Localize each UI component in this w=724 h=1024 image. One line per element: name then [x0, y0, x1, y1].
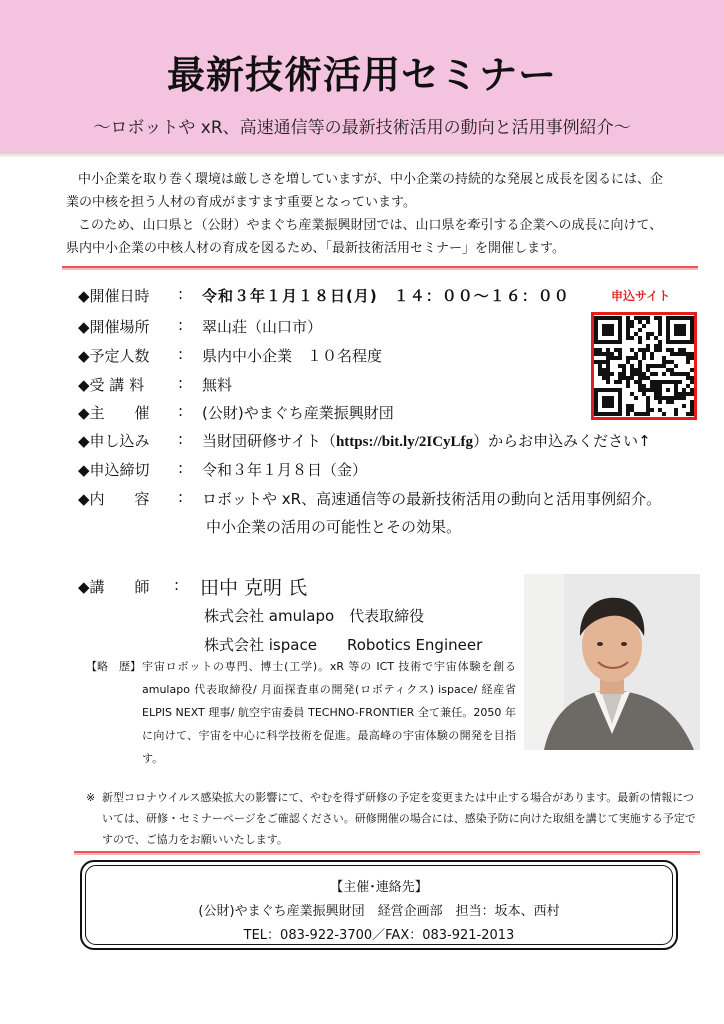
detail-label: ◆主 催 — [78, 404, 150, 422]
detail-value: ロボットや xR、高速通信等の最新技術活用の動向と活用事例紹介。 — [202, 490, 662, 508]
lecturer-name: 田中 克明 氏 — [200, 577, 308, 599]
detail-value: 翠山荘（山口市） — [202, 318, 323, 336]
lecturer-photo — [524, 574, 700, 750]
detail-label: ◆申込締切 — [78, 461, 150, 479]
detail-colon: : — [178, 374, 184, 392]
detail-value: 無料 — [202, 376, 233, 394]
contact-box — [80, 860, 678, 950]
intro-line: このため、山口県と（公財）やまぐち産業振興財団では、山口県を牽引する企業への成長に向けて、 — [78, 218, 663, 233]
detail-colon: : — [178, 285, 184, 303]
detail-label: ◆予定人数 — [78, 347, 150, 365]
detail-value: (公財)やまぐち産業振興財団 — [202, 404, 394, 422]
lecturer-role: 株式会社 amulapo 代表取締役 — [204, 607, 425, 625]
detail-colon: : — [178, 345, 184, 363]
contact-heading: 【主催･連絡先】 — [330, 880, 428, 895]
notice-mark: ※ — [86, 791, 96, 804]
qr-code-icon[interactable] — [594, 315, 694, 417]
page-subtitle: ～ロボットや xR、高速通信等の最新技術活用の動向と活用事例紹介～ — [93, 118, 631, 138]
detail-value: 中小企業の活用の可能性とその効果。 — [206, 518, 462, 536]
apply-site-label: 申込サイト — [611, 289, 671, 303]
contact-phone: TEL：083-922-3700／FAX：083-921-2013 — [243, 928, 515, 943]
apply-url-link[interactable]: https://bit.ly/2ICyLfg — [335, 434, 474, 450]
contact-org: (公財)やまぐち産業振興財団 経営企画部 担当：坂本、西村 — [198, 904, 560, 919]
detail-colon: : — [178, 316, 184, 334]
bio-tag: 【略 歴】 — [86, 660, 141, 673]
lecturer-colon: : — [174, 576, 180, 594]
detail-label: ◆開催日時 — [78, 287, 150, 305]
detail-colon: : — [178, 430, 184, 448]
lecturer-portrait-icon — [524, 574, 700, 750]
intro-line: 中小企業を取り巻く環境は厳しさを増していますが、中小企業の持続的な発展と成長を図るには、企 — [78, 172, 664, 187]
detail-value: 県内中小企業 １０名程度 — [202, 347, 383, 365]
detail-label: ◆内 容 — [78, 490, 150, 508]
page-title: 最新技術活用セミナー — [166, 53, 557, 97]
intro-line: 県内中小企業の中核人材の育成を図るため、「最新技術活用セミナー」を開催します。 — [66, 241, 565, 256]
detail-label: ◆申し込み — [78, 432, 150, 450]
detail-colon: : — [178, 488, 184, 506]
apply-suffix: ）からお申込みください↑ — [473, 432, 651, 450]
detail-value: 令和３年１月８日（金） — [202, 461, 368, 479]
intro-paragraph — [66, 168, 678, 260]
bio-text: 宇宙ロボットの専門、博士(工学)。xR 等の ICT 技術で宇宙体験を創る amulapo 代表取締役/ 月面探査車の開発(ロボティクス) ispace/ 経産省 ELPIS NEXT 理事/ 航空宇宙委員 TECHNO-FRONTIER 全て兼任。2050 年に向けて、宇宙を中心に科学技術を促進。最高峰の宇宙体験の開発を目指す。 — [142, 660, 516, 765]
divider — [74, 851, 700, 855]
apply-prefix: 当財団研修サイト（ — [202, 432, 336, 450]
lecturer-label: ◆講 師 — [78, 578, 150, 596]
detail-colon: : — [178, 402, 184, 420]
lecturer-role: 株式会社 ispace Robotics Engineer — [204, 636, 483, 654]
detail-value: 令和３年１月１８日(月) １４：００～１６：００ — [202, 287, 570, 305]
qr-code-frame[interactable] — [591, 312, 697, 420]
detail-value — [202, 430, 651, 451]
detail-colon: : — [178, 459, 184, 477]
intro-line: 業の中核を担う人材の育成がますます重要となっています。 — [66, 195, 416, 210]
detail-label: ◆開催場所 — [78, 318, 150, 336]
notice-text: 新型コロナウイルス感染拡大の影響にて、やむを得ず研修の予定を変更または中止する場合があります。最新の情報については、研修・セミナーページをご確認ください。研修開催の場合には、感染予防に向けた取組を講じて実施する予定ですので、ご協力をお願いいたします。 — [102, 791, 696, 846]
header-shadow — [0, 152, 724, 158]
divider — [62, 266, 698, 270]
detail-label: ◆受 講 料 — [78, 376, 145, 394]
